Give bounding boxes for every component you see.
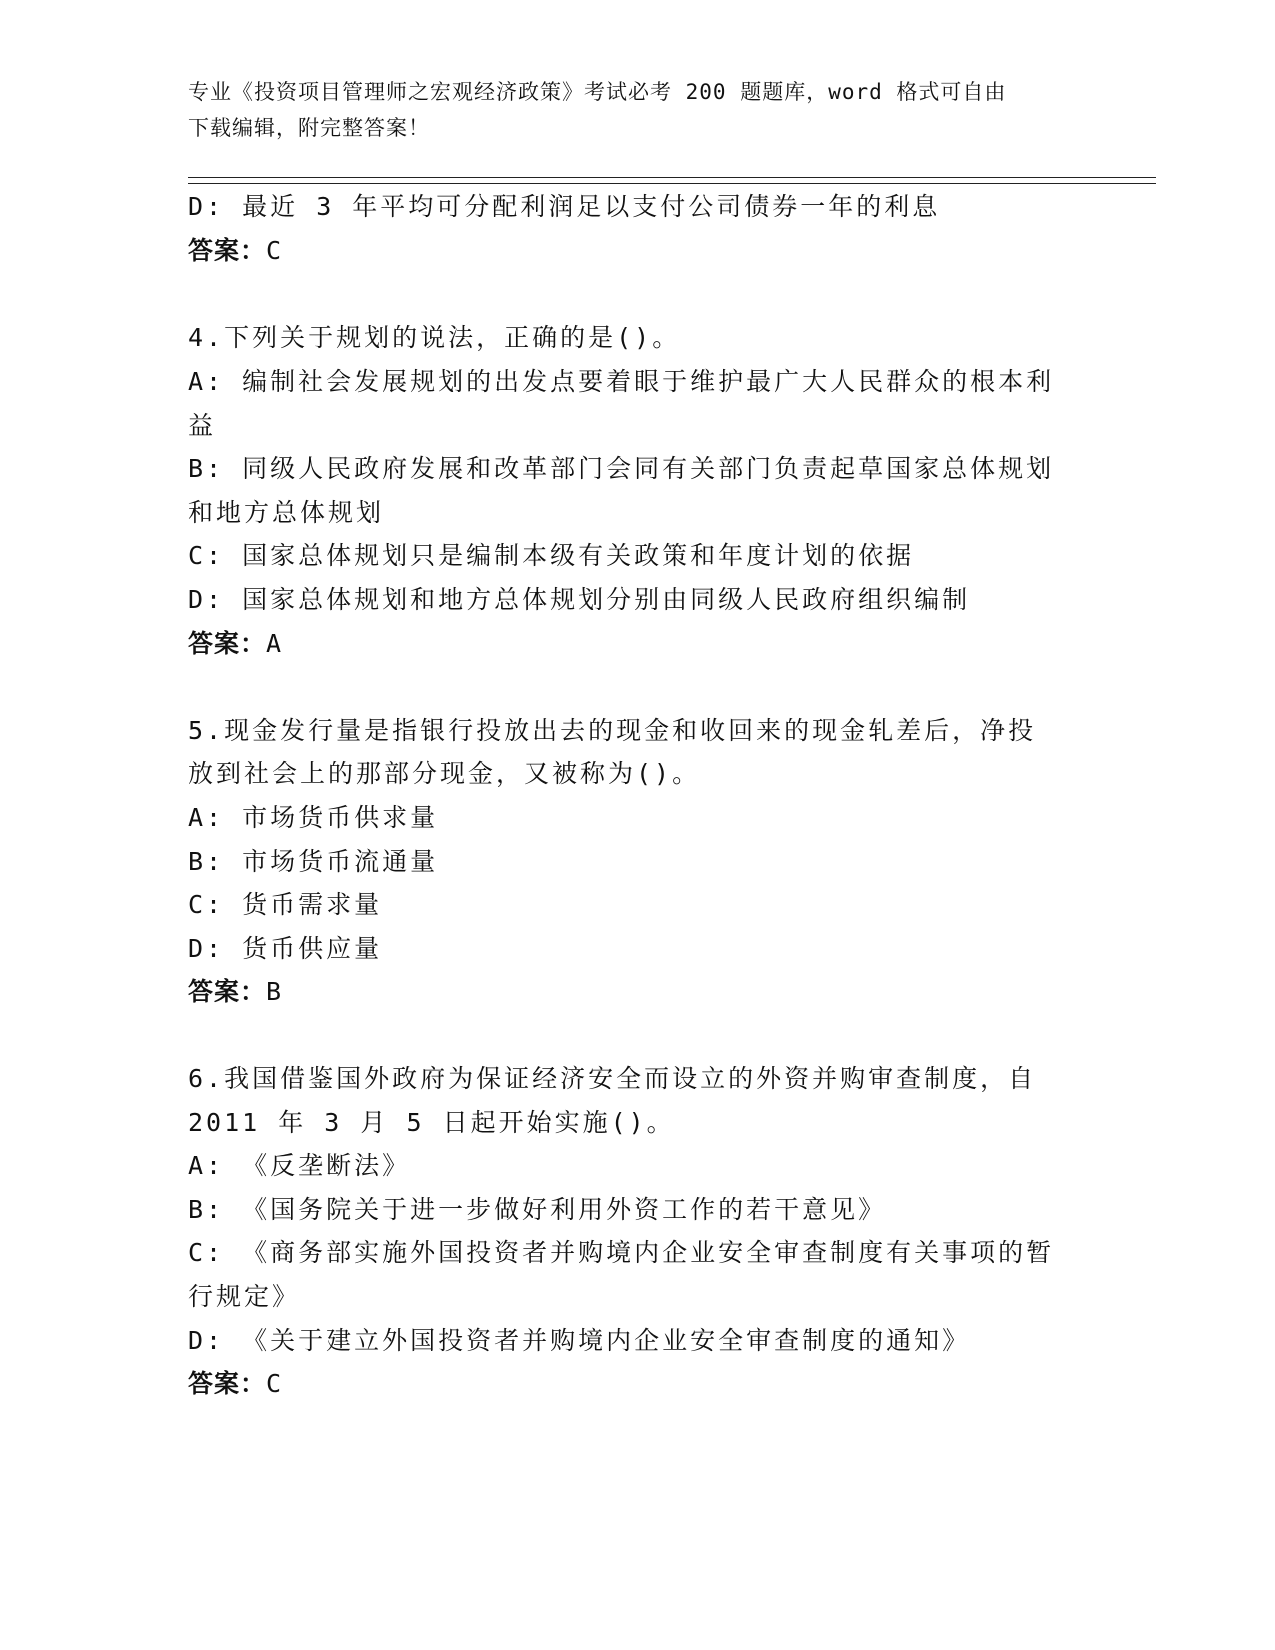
q4-stem: 4.下列关于规划的说法，正确的是()。 (188, 323, 681, 352)
q4-option-a-line2: 益 (188, 411, 217, 440)
answer-value: C (266, 1369, 283, 1398)
q5-option-d: D: 货币供应量 (188, 934, 383, 963)
q4-option-b-line2: 和地方总体规划 (188, 498, 385, 527)
q5-stem-line2: 放到社会上的那部分现金，又被称为()。 (188, 759, 701, 788)
q6-stem-line1: 6.我国借鉴国外政府为保证经济安全而设立的外资并购审查制度，自 (188, 1064, 1037, 1093)
q6-option-c-line1: C: 《商务部实施外国投资者并购境内企业安全审查制度有关事项的暂 (188, 1238, 1055, 1267)
answer-value: C (266, 236, 283, 265)
q3-option-d: D: 最近 3 年平均可分配利润足以支付公司债券一年的利息 (188, 192, 941, 221)
q4-answer (188, 628, 1088, 660)
header-divider-bottom (188, 183, 1156, 184)
q5-option-a: A: 市场货币供求量 (188, 803, 439, 832)
document-header (188, 74, 1068, 146)
answer-value: B (266, 977, 283, 1006)
q6-option-c-line2: 行规定》 (188, 1282, 301, 1311)
q5-stem-line1: 5.现金发行量是指银行投放出去的现金和收回来的现金轧差后，净投 (188, 716, 1037, 745)
answer-label: 答案： (188, 236, 267, 265)
q5-answer (188, 976, 1088, 1008)
q4-option-c: C: 国家总体规划只是编制本级有关政策和年度计划的依据 (188, 541, 915, 570)
q4-option-b-line1: B: 同级人民政府发展和改革部门会同有关部门负责起草国家总体规划 (188, 454, 1055, 483)
answer-label: 答案： (188, 629, 267, 658)
header-line-1: 专业《投资项目管理师之宏观经济政策》考试必考 200 题题库，word 格式可自由 (188, 80, 1007, 104)
header-divider-top (188, 177, 1156, 178)
q4-option-d: D: 国家总体规划和地方总体规划分别由同级人民政府组织编制 (188, 585, 971, 614)
q5-option-c: C: 货币需求量 (188, 890, 383, 919)
q5-option-b: B: 市场货币流通量 (188, 847, 439, 876)
q6-answer (188, 1368, 1088, 1400)
header-line-2: 下载编辑，附完整答案！ (188, 116, 430, 140)
q6-stem-line2: 2011 年 3 月 5 日起开始实施()。 (188, 1108, 675, 1137)
answer-label: 答案： (188, 977, 267, 1006)
q4-option-a-line1: A: 编制社会发展规划的出发点要着眼于维护最广大人民群众的根本利 (188, 367, 1055, 396)
answer-value: A (266, 629, 283, 658)
q6-option-a: A: 《反垄断法》 (188, 1151, 411, 1180)
answer-label: 答案： (188, 1369, 267, 1398)
q3-answer (188, 235, 1088, 267)
q6-option-b: B: 《国务院关于进一步做好利用外资工作的若干意见》 (188, 1195, 887, 1224)
q6-option-d: D: 《关于建立外国投资者并购境内企业安全审查制度的通知》 (188, 1326, 971, 1355)
